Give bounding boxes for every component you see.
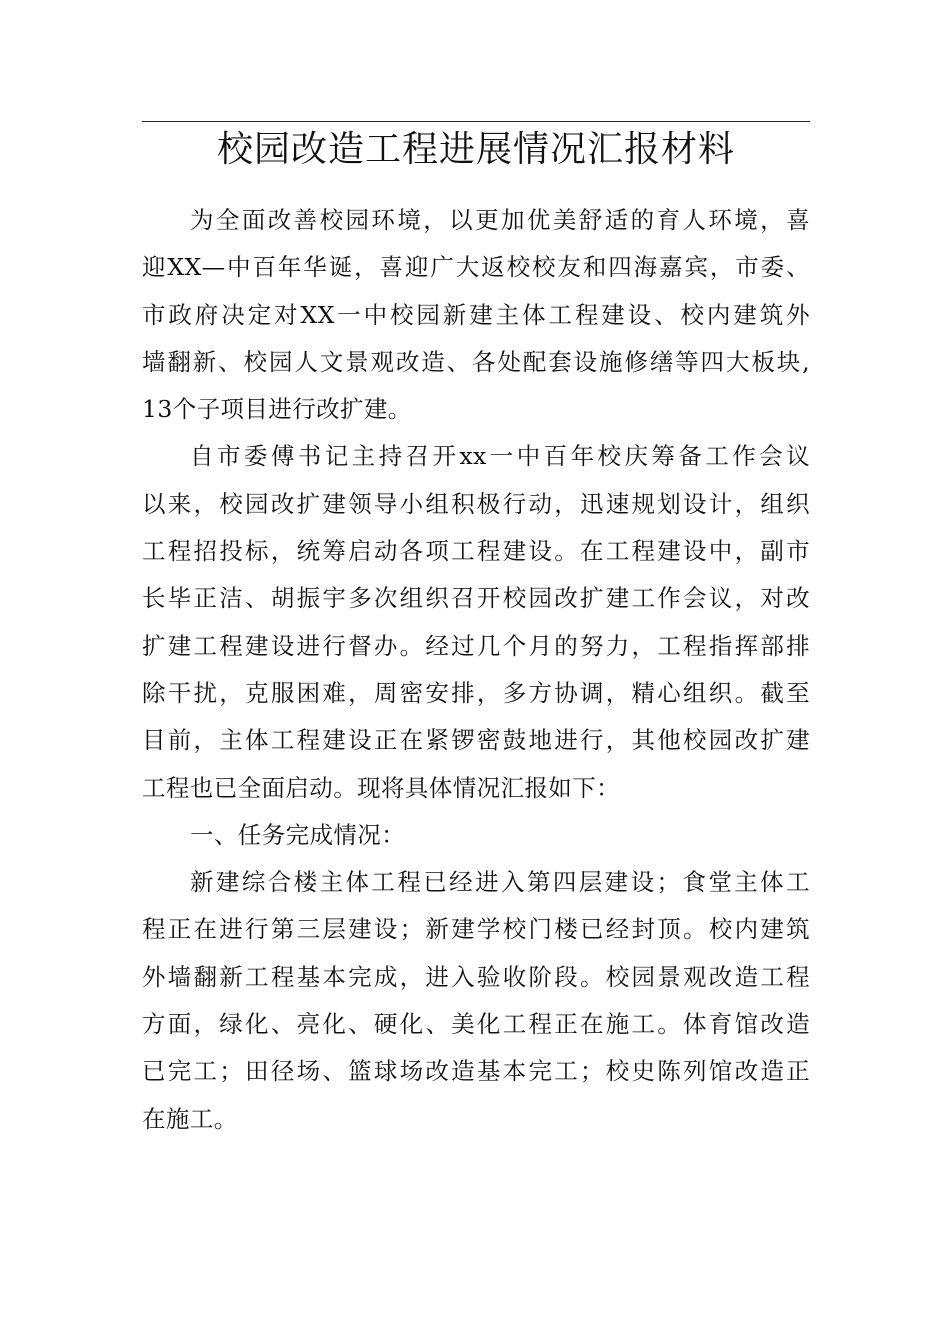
paragraph-background [142,433,810,811]
text-line: 新建综合楼主体工程已经进入第四层建设；食堂主体工 [190,868,810,897]
text-line: 13个子项目进行改扩建。 [142,395,412,424]
text-line: 已完工；田径场、篮球场改造基本完工；校史陈列馆改造正 [142,1057,810,1086]
text-line: 墙翻新、校园人文景观改造、各处配套设施修缮等四大板块, [142,347,810,376]
text-line: 程正在进行第三层建设；新建学校门楼已经封顶。校内建筑 [142,915,810,944]
text-line: 为全面改善校园环境，以更加优美舒适的育人环境，喜 [190,206,810,234]
document-title: 校园改造工程进展情况汇报材料 [216,129,735,170]
text-line: 目前，主体工程建设正在紧锣密鼓地进行，其他校园改扩建 [142,726,810,755]
paragraph-progress [142,859,810,1143]
text-line: 除干扰，克服困难，周密安排，多方协调，精心组织。截至 [142,678,810,707]
text-line: 方面，绿化、亮化、硬化、美化工程正在施工。体育馆改造 [142,1010,810,1039]
section-heading-text: 一、任务完成情况： [190,820,406,849]
text-line: 长毕正洁、胡振宇多次组织召开校园改扩建工作会议，对改 [142,584,810,613]
section-heading [142,812,810,859]
text-line: 市政府决定对XX一中校园新建主体工程建设、校内建筑外 [142,300,810,329]
text-line: 在施工。 [142,1104,238,1133]
text-line: 自市委傅书记主持召开xx一中百年校庆筹备工作会议 [190,442,810,471]
text-line: 扩建工程建设进行督办。经过几个月的努力，工程指挥部排 [142,631,810,660]
paragraph-intro [142,197,810,433]
header-rule [142,121,810,122]
document-body [142,197,810,1143]
text-line: 以来，校园改扩建领导小组积极行动，迅速规划设计，组织 [142,489,810,518]
text-line: 迎XX—中百年华诞，喜迎广大返校校友和四海嘉宾，市委、 [142,253,810,282]
text-line: 工程也已全面启动。现将具体情况汇报如下： [142,773,620,802]
text-line: 工程招投标，统筹启动各项工程建设。在工程建设中，副市 [142,537,810,566]
text-line: 外墙翻新工程基本完成，进入验收阶段。校园景观改造工程 [142,962,810,991]
